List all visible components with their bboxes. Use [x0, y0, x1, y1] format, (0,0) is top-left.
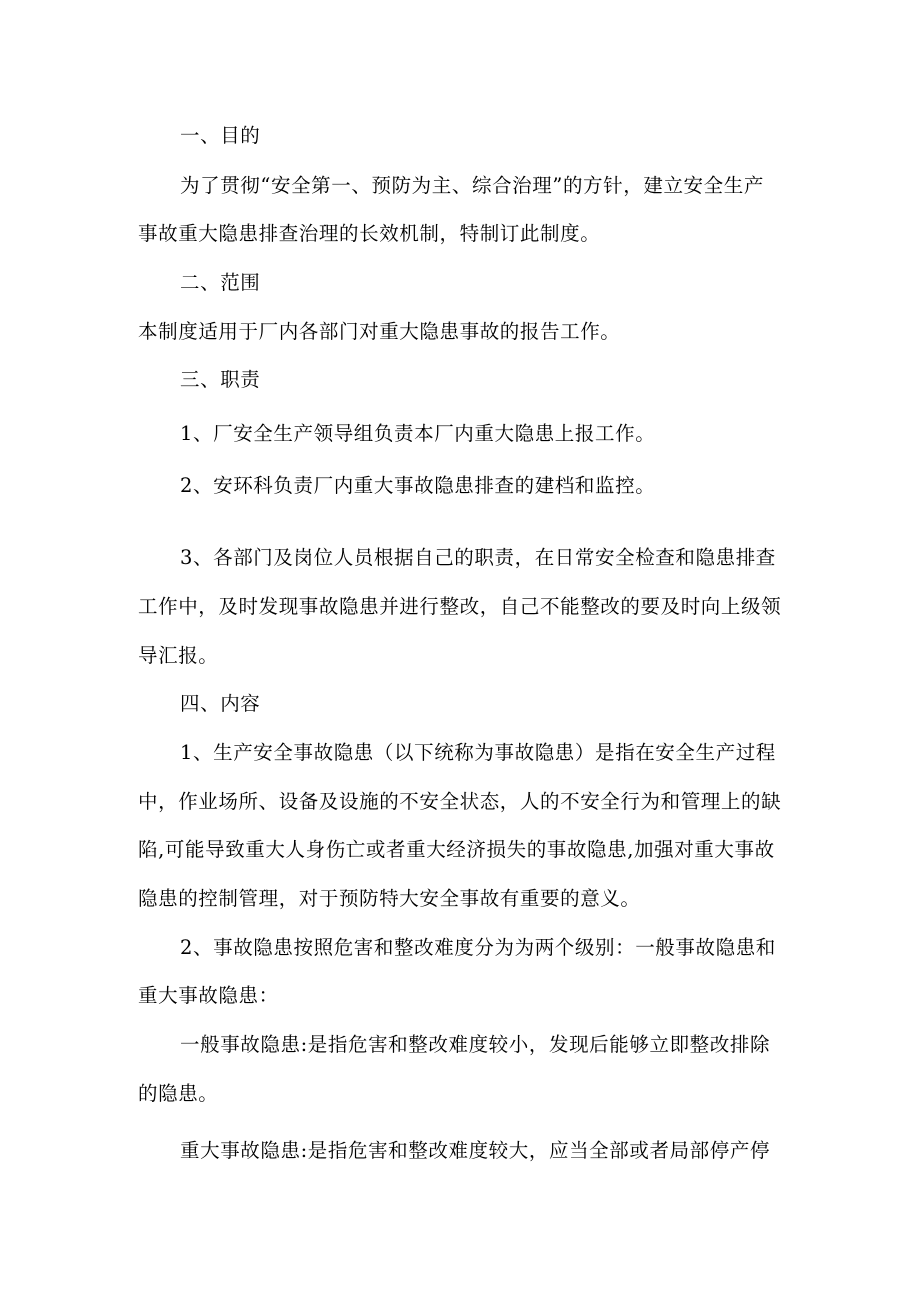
- paragraph-line: 为了贯彻“安全第一、预防为主、综合治理”的方针，建立安全生产: [180, 174, 764, 197]
- paragraph-line: 3、各部门及岗位人员根据自己的职责，在日常安全检查和隐患排查: [180, 546, 776, 569]
- paragraph-line: 重大事故隐患：: [138, 984, 279, 1007]
- paragraph-line: 隐患的控制管理，对于预防特大安全事故有重要的意义。: [138, 887, 641, 910]
- paragraph-line: 导汇报。: [138, 644, 219, 667]
- paragraph-line: 一般事故隐患:是指危害和整改难度较小，发现后能够立即整改排除: [180, 1033, 771, 1056]
- paragraph-line: 陷,可能导致重大人身伤亡或者重大经济损失的事故隐患,加强对重大事故: [138, 838, 775, 861]
- paragraph-line: 中，作业场所、设备及设施的不安全状态，人的不安全行为和管理上的缺: [138, 790, 782, 813]
- heading-purpose: 一、目的: [180, 124, 261, 147]
- paragraph-line: 2、安环科负责厂内重大事故隐患排查的建档和监控。: [180, 474, 656, 497]
- heading-scope: 二、范围: [180, 271, 261, 294]
- paragraph-line: 1、生产安全事故隐患（以下统称为事故隐患）是指在安全生产过程: [180, 741, 776, 764]
- paragraph-line: 2、事故隐患按照危害和整改难度分为为两个级别：一般事故隐患和: [180, 936, 776, 959]
- paragraph-line: 工作中，及时发现事故隐患并进行整改，自己不能整改的要及时向上级领: [138, 595, 782, 618]
- paragraph-line: 事故重大隐患排查治理的长效机制，特制订此制度。: [138, 222, 601, 245]
- paragraph-line: 1、厂安全生产领导组负责本厂内重大隐患上报工作。: [180, 422, 656, 445]
- heading-content: 四、内容: [180, 692, 261, 715]
- heading-responsibilities: 三、职责: [180, 368, 261, 391]
- paragraph-line: 本制度适用于厂内各部门对重大隐患事故的报告工作。: [138, 320, 621, 343]
- paragraph-line: 的隐患。: [138, 1082, 219, 1105]
- paragraph-line: 重大事故隐患:是指危害和整改难度较大，应当全部或者局部停产停: [180, 1139, 771, 1162]
